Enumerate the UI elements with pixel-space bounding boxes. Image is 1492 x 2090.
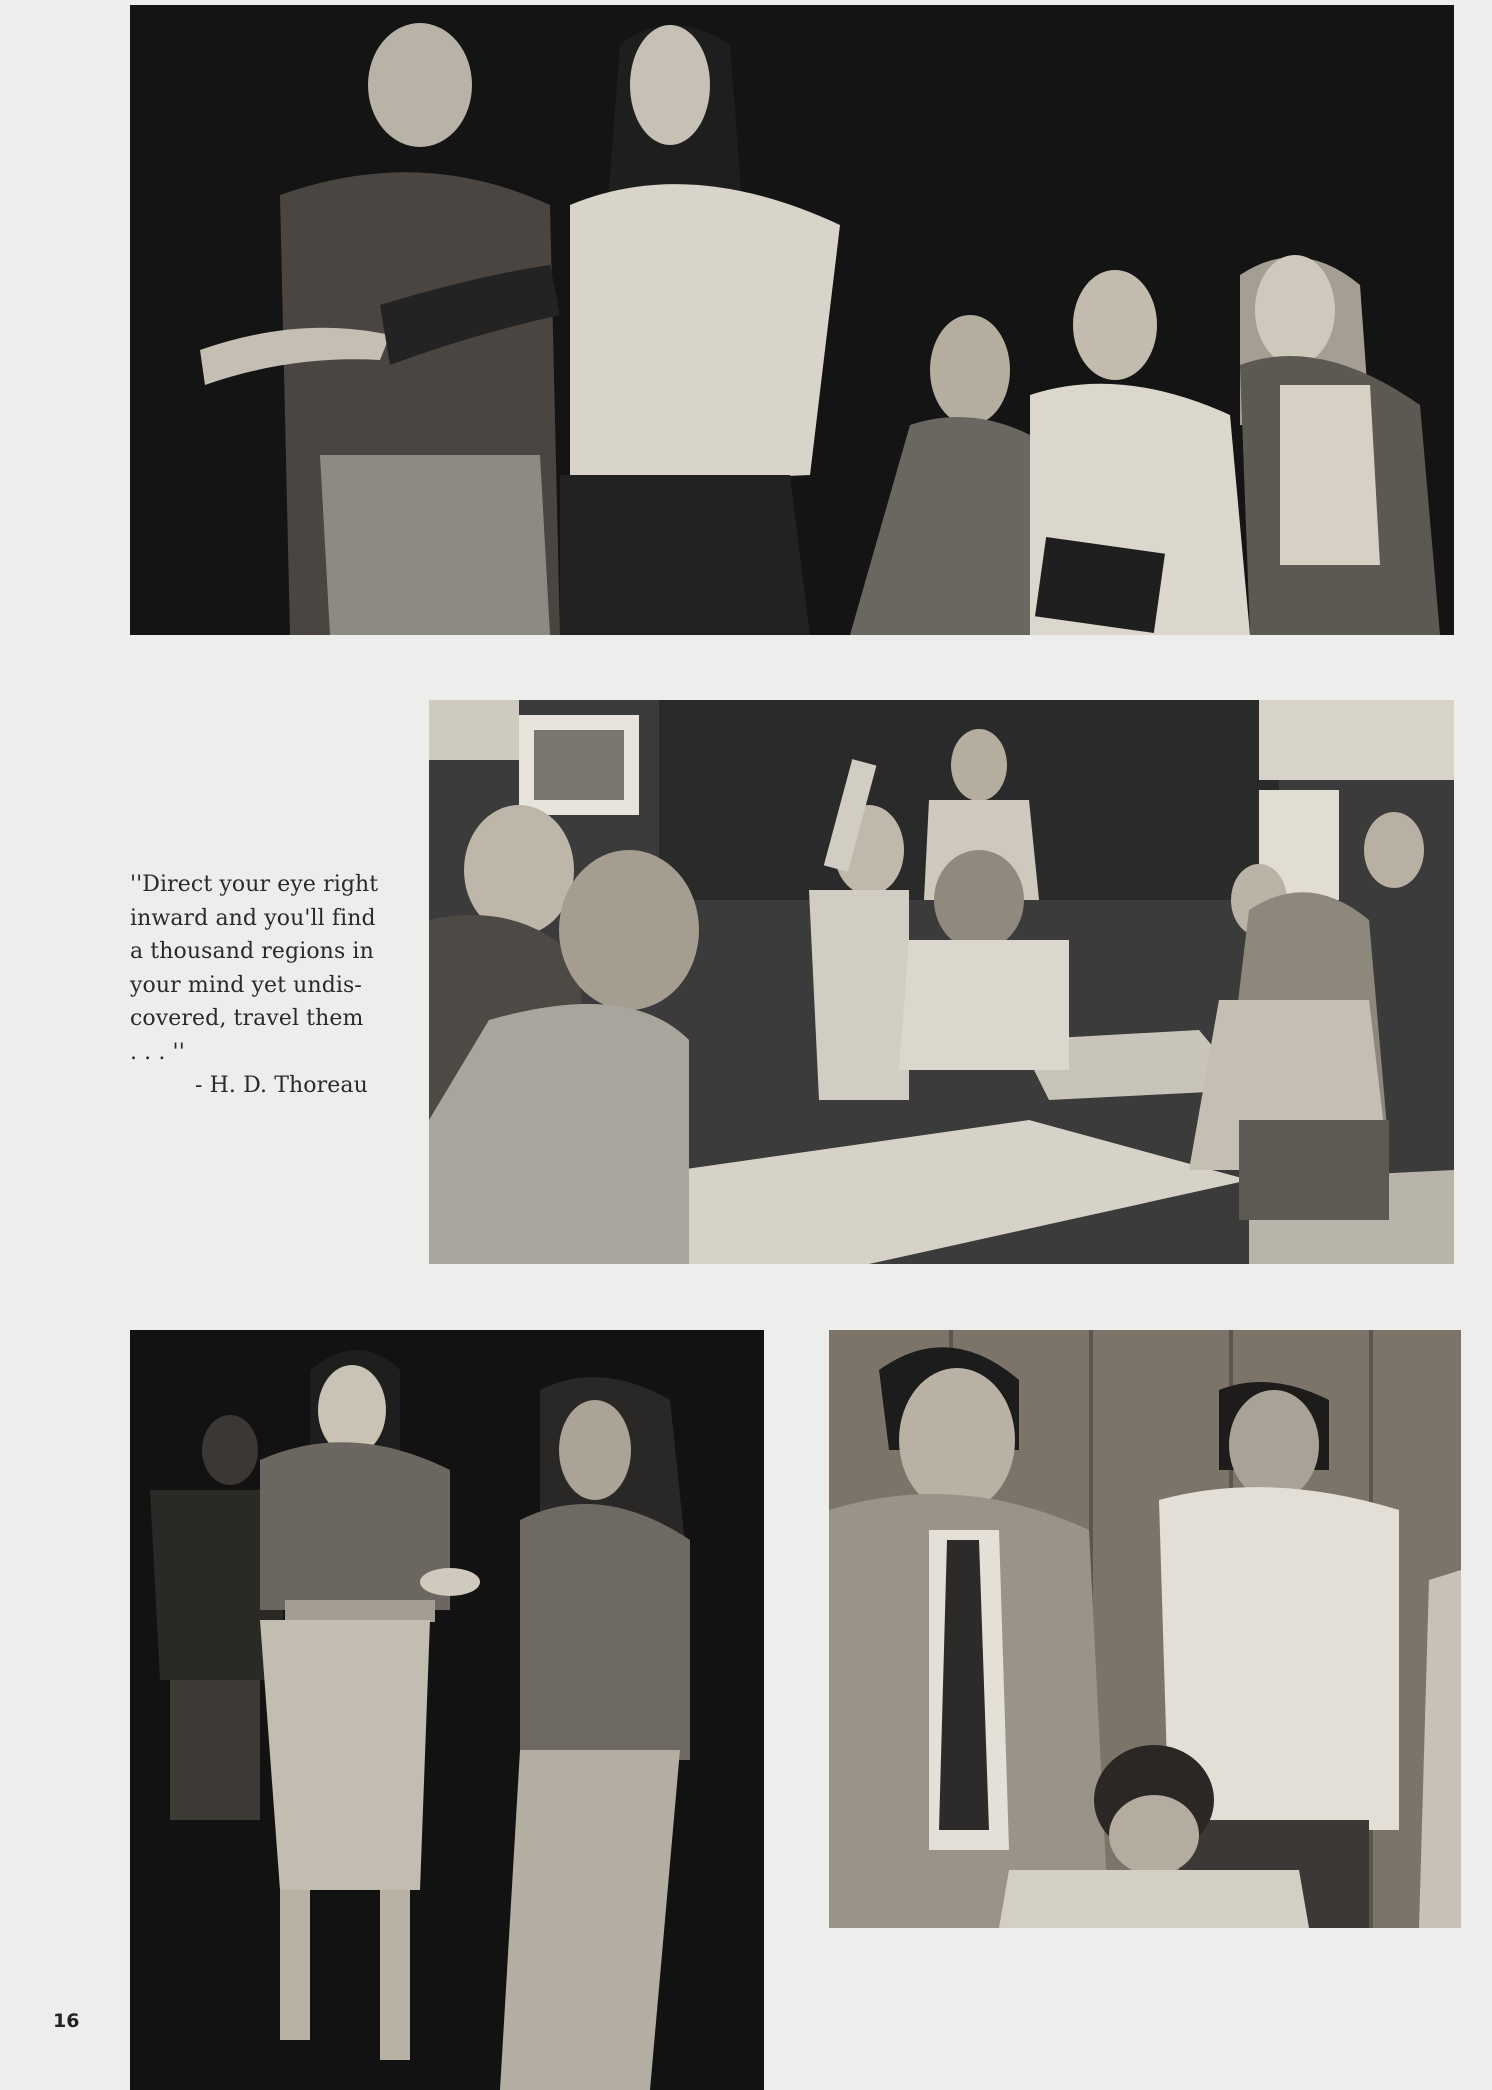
photo-students-on-stage bbox=[130, 5, 1454, 635]
quote-line: covered, travel them bbox=[130, 1006, 364, 1031]
photo-classroom bbox=[429, 700, 1454, 1264]
photo-girls-dancing bbox=[130, 1330, 764, 2090]
photo-teacher-with-students bbox=[829, 1330, 1461, 1928]
quote-line: your mind yet undis- bbox=[130, 972, 362, 998]
quote-line: ''Direct your eye right bbox=[130, 872, 379, 897]
quote-line: a thousand regions in bbox=[130, 939, 374, 964]
quote-attribution: - H. D. Thoreau bbox=[195, 1073, 368, 1098]
page-number: 16 bbox=[53, 2010, 80, 2032]
thoreau-quote bbox=[130, 868, 410, 1103]
quote-line: inward and you'll find bbox=[130, 905, 376, 931]
quote-line: . . . '' bbox=[130, 1039, 185, 1065]
